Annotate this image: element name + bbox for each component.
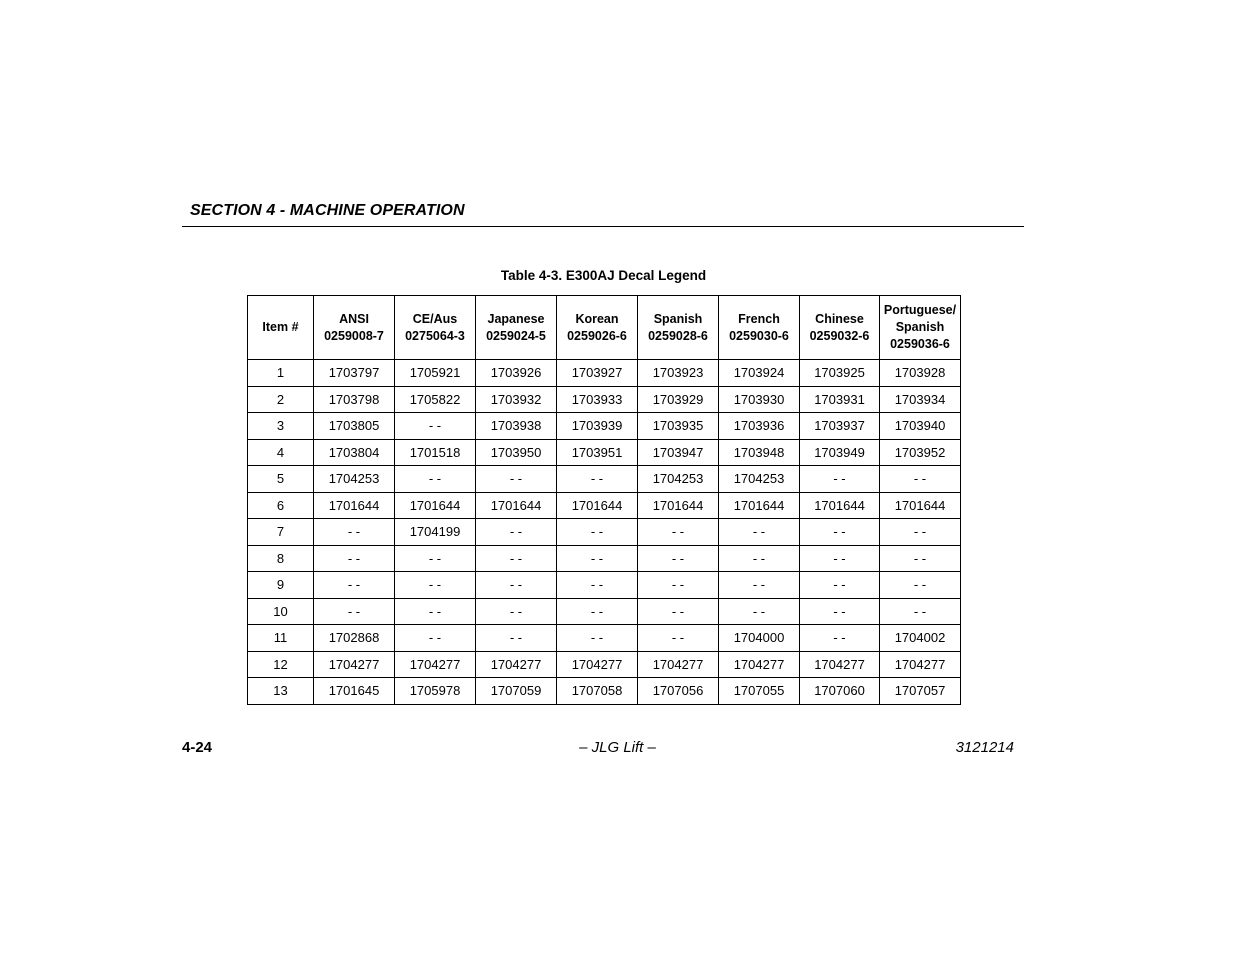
part-number-cell: 1703932 <box>476 386 557 413</box>
part-number-cell: - - <box>880 466 961 493</box>
part-number-cell: 1703950 <box>476 439 557 466</box>
column-header-line: French <box>738 311 780 326</box>
part-number-cell: 1704253 <box>314 466 395 493</box>
column-header <box>395 296 476 360</box>
part-number-cell: - - <box>638 598 719 625</box>
part-number-cell: - - <box>557 625 638 652</box>
document-number: 3121214 <box>955 739 1014 756</box>
part-number-cell: - - <box>476 466 557 493</box>
part-number-cell: 1707059 <box>476 678 557 705</box>
part-number-cell: 1703931 <box>800 386 880 413</box>
part-number-cell: 1701644 <box>557 492 638 519</box>
part-number-cell: - - <box>800 598 880 625</box>
part-number-cell: 1703948 <box>719 439 800 466</box>
column-header <box>476 296 557 360</box>
part-number-cell: 1703939 <box>557 413 638 440</box>
column-header <box>557 296 638 360</box>
table-row <box>248 598 961 625</box>
part-number-cell: 1703947 <box>638 439 719 466</box>
part-number-cell: 1703949 <box>800 439 880 466</box>
part-number-cell: 1704277 <box>476 651 557 678</box>
part-number-cell: 1707058 <box>557 678 638 705</box>
column-header-line: Item # <box>262 320 299 334</box>
column-header <box>248 296 314 360</box>
table-row <box>248 651 961 678</box>
part-number-cell: - - <box>880 519 961 546</box>
part-number-cell: 1703933 <box>557 386 638 413</box>
item-number-cell: 9 <box>248 572 314 599</box>
part-number-cell: - - <box>314 545 395 572</box>
item-number-cell: 13 <box>248 678 314 705</box>
table-row <box>248 439 961 466</box>
part-number-cell: 1703930 <box>719 386 800 413</box>
part-number-cell: 1703805 <box>314 413 395 440</box>
part-number-cell: - - <box>476 625 557 652</box>
part-number-cell: 1704277 <box>314 651 395 678</box>
part-number-cell: - - <box>800 572 880 599</box>
part-number-cell: 1703940 <box>880 413 961 440</box>
part-number-cell: 1703924 <box>719 360 800 387</box>
part-number-cell: 1702868 <box>314 625 395 652</box>
item-number-cell: 6 <box>248 492 314 519</box>
column-header-line: ANSI <box>339 311 369 326</box>
part-number-cell: 1701644 <box>395 492 476 519</box>
table-header-row <box>248 296 961 360</box>
column-header <box>880 296 961 360</box>
part-number-cell: - - <box>638 545 719 572</box>
column-header-line: CE/Aus <box>412 311 458 326</box>
part-number-cell: 1707056 <box>638 678 719 705</box>
column-header-line: Spanish <box>895 320 945 334</box>
part-number-cell: 1701518 <box>395 439 476 466</box>
column-header-line: Korean <box>575 311 619 326</box>
section-title: SECTION 4 - MACHINE OPERATION <box>190 202 465 219</box>
part-number-cell: 1701645 <box>314 678 395 705</box>
column-header-line: 0259008-7 <box>324 328 384 343</box>
part-number-cell: 1701644 <box>638 492 719 519</box>
part-number-cell: - - <box>395 466 476 493</box>
part-number-cell: 1704002 <box>880 625 961 652</box>
item-number-cell: 12 <box>248 651 314 678</box>
part-number-cell: - - <box>395 572 476 599</box>
part-number-cell: - - <box>395 545 476 572</box>
part-number-cell: - - <box>719 598 800 625</box>
part-number-cell: 1701644 <box>314 492 395 519</box>
part-number-cell: 1703936 <box>719 413 800 440</box>
part-number-cell: 1704253 <box>719 466 800 493</box>
item-number-cell: 2 <box>248 386 314 413</box>
part-number-cell: 1707055 <box>719 678 800 705</box>
part-number-cell: - - <box>800 519 880 546</box>
item-number-cell: 3 <box>248 413 314 440</box>
part-number-cell: 1701644 <box>880 492 961 519</box>
column-header-line: Portuguese/ <box>883 303 957 317</box>
column-header <box>314 296 395 360</box>
part-number-cell: - - <box>395 625 476 652</box>
table-row <box>248 360 961 387</box>
item-number-cell: 1 <box>248 360 314 387</box>
column-header <box>719 296 800 360</box>
item-number-cell: 8 <box>248 545 314 572</box>
table-row <box>248 386 961 413</box>
part-number-cell: 1703938 <box>476 413 557 440</box>
part-number-cell: - - <box>719 519 800 546</box>
part-number-cell: - - <box>880 572 961 599</box>
part-number-cell: - - <box>557 572 638 599</box>
part-number-cell: - - <box>476 598 557 625</box>
table-row <box>248 545 961 572</box>
part-number-cell: 1703797 <box>314 360 395 387</box>
table-title: Table 4-3. E300AJ Decal Legend <box>500 268 707 283</box>
column-header-line: 0259024-5 <box>486 328 546 343</box>
part-number-cell: - - <box>395 598 476 625</box>
table-row <box>248 678 961 705</box>
column-header-line: Spanish <box>653 311 703 326</box>
part-number-cell: - - <box>476 545 557 572</box>
part-number-cell: 1701644 <box>476 492 557 519</box>
part-number-cell: 1704277 <box>800 651 880 678</box>
column-header <box>800 296 880 360</box>
decal-legend-table <box>247 295 961 705</box>
part-number-cell: - - <box>638 625 719 652</box>
part-number-cell: 1707060 <box>800 678 880 705</box>
part-number-cell: 1703937 <box>800 413 880 440</box>
part-number-cell: 1704277 <box>557 651 638 678</box>
footer-brand: – JLG Lift – <box>579 739 656 756</box>
part-number-cell: 1705921 <box>395 360 476 387</box>
part-number-cell: 1707057 <box>880 678 961 705</box>
part-number-cell: - - <box>476 519 557 546</box>
part-number-cell: 1704253 <box>638 466 719 493</box>
column-header-line: 0259032-6 <box>809 328 870 343</box>
part-number-cell: 1704277 <box>395 651 476 678</box>
part-number-cell: 1701644 <box>719 492 800 519</box>
part-number-cell: 1703798 <box>314 386 395 413</box>
part-number-cell: 1703923 <box>638 360 719 387</box>
part-number-cell: - - <box>476 572 557 599</box>
part-number-cell: 1703935 <box>638 413 719 440</box>
item-number-cell: 4 <box>248 439 314 466</box>
part-number-cell: - - <box>557 519 638 546</box>
part-number-cell: - - <box>800 545 880 572</box>
column-header-line: 0259036-6 <box>890 337 950 351</box>
part-number-cell: - - <box>638 519 719 546</box>
part-number-cell: 1701644 <box>800 492 880 519</box>
table-row <box>248 466 961 493</box>
part-number-cell: - - <box>880 598 961 625</box>
part-number-cell: - - <box>719 545 800 572</box>
table-row <box>248 572 961 599</box>
part-number-cell: 1703934 <box>880 386 961 413</box>
table-row <box>248 519 961 546</box>
column-header-line: 0259030-6 <box>729 328 789 343</box>
table-row <box>248 492 961 519</box>
item-number-cell: 5 <box>248 466 314 493</box>
column-header-line: Japanese <box>487 311 545 326</box>
column-header-line: Chinese <box>815 311 864 326</box>
table-row <box>248 625 961 652</box>
part-number-cell: 1704277 <box>638 651 719 678</box>
column-header-line: 0259026-6 <box>567 328 627 343</box>
column-header-line: 0275064-3 <box>405 328 465 343</box>
item-number-cell: 11 <box>248 625 314 652</box>
part-number-cell: - - <box>314 598 395 625</box>
part-number-cell: - - <box>638 572 719 599</box>
part-number-cell: 1703925 <box>800 360 880 387</box>
part-number-cell: - - <box>557 466 638 493</box>
part-number-cell: - - <box>395 413 476 440</box>
part-number-cell: - - <box>800 466 880 493</box>
part-number-cell: - - <box>800 625 880 652</box>
part-number-cell: 1703928 <box>880 360 961 387</box>
part-number-cell: 1704277 <box>719 651 800 678</box>
part-number-cell: 1703951 <box>557 439 638 466</box>
header-divider <box>182 226 1024 227</box>
part-number-cell: - - <box>314 572 395 599</box>
page-number: 4-24 <box>182 739 213 756</box>
part-number-cell: 1704000 <box>719 625 800 652</box>
part-number-cell: - - <box>880 545 961 572</box>
part-number-cell: 1705822 <box>395 386 476 413</box>
part-number-cell: 1703804 <box>314 439 395 466</box>
part-number-cell: - - <box>557 598 638 625</box>
part-number-cell: 1704199 <box>395 519 476 546</box>
part-number-cell: 1703929 <box>638 386 719 413</box>
column-header <box>638 296 719 360</box>
table-row <box>248 413 961 440</box>
item-number-cell: 7 <box>248 519 314 546</box>
table-body <box>248 360 961 705</box>
part-number-cell: - - <box>314 519 395 546</box>
part-number-cell: 1703926 <box>476 360 557 387</box>
item-number-cell: 10 <box>248 598 314 625</box>
part-number-cell: - - <box>557 545 638 572</box>
column-header-line: 0259028-6 <box>648 328 708 343</box>
part-number-cell: - - <box>719 572 800 599</box>
part-number-cell: 1704277 <box>880 651 961 678</box>
part-number-cell: 1703952 <box>880 439 961 466</box>
part-number-cell: 1703927 <box>557 360 638 387</box>
part-number-cell: 1705978 <box>395 678 476 705</box>
